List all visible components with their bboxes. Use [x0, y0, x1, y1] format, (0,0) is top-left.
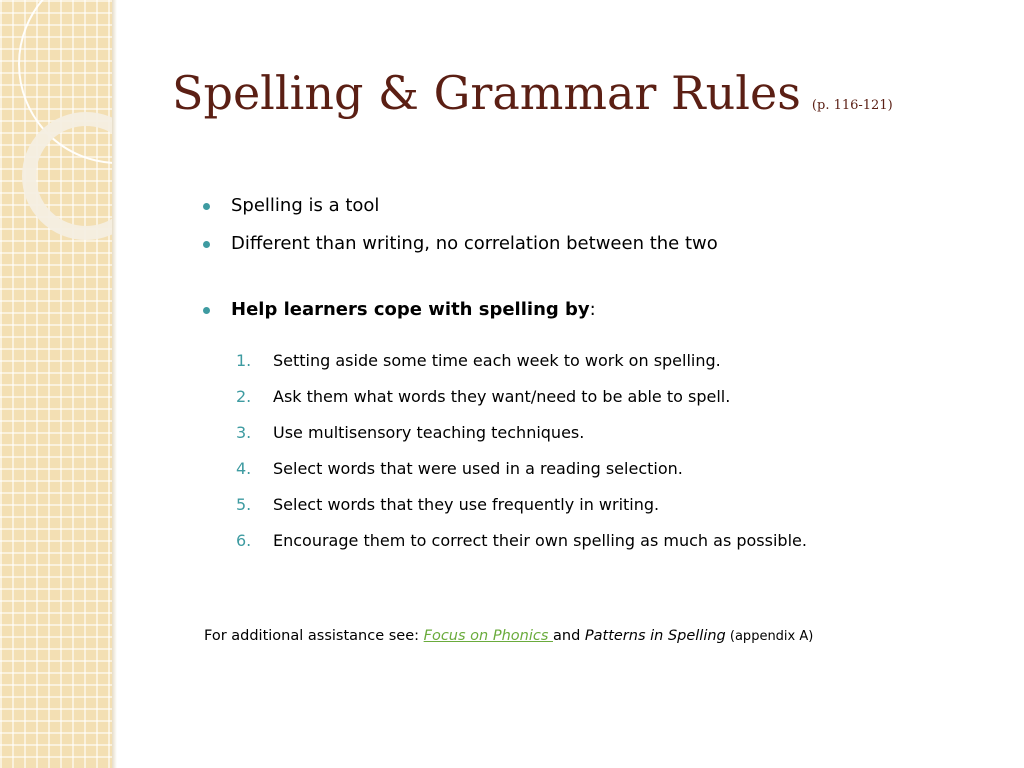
sidebar-divider	[112, 0, 117, 768]
decorative-sidebar	[0, 0, 112, 768]
help-heading: Help learners cope with spelling by	[231, 299, 590, 320]
bullet-dot-icon	[203, 241, 210, 248]
numbered-step	[236, 422, 976, 458]
numbered-step	[236, 350, 976, 386]
book-title: Patterns in Spelling	[584, 628, 726, 644]
page-reference: (p. 116-121)	[811, 98, 893, 113]
bullet-item-help	[200, 298, 980, 322]
focus-on-phonics-link[interactable]: Focus on Phonics	[423, 628, 553, 644]
step-number: 1.	[236, 351, 252, 370]
footnote-prefix: For additional assistance see:	[204, 628, 424, 644]
numbered-steps	[236, 350, 976, 566]
slide-title: Spelling & Grammar Rules	[172, 66, 801, 120]
step-text: Use multisensory teaching techniques.	[273, 423, 585, 442]
numbered-step	[236, 530, 976, 566]
slide-title-row	[172, 66, 893, 120]
step-number: 2.	[236, 387, 252, 406]
numbered-step	[236, 494, 976, 530]
step-text: Setting aside some time each week to work on spelling.	[273, 351, 721, 370]
step-number: 6.	[236, 531, 252, 550]
bullet-item	[200, 232, 980, 256]
footnote-mid: and	[553, 628, 585, 644]
bullet-text: Spelling is a tool	[231, 195, 380, 216]
bullet-dot-icon	[203, 203, 210, 210]
help-heading-colon: :	[589, 299, 596, 320]
numbered-step	[236, 458, 976, 494]
bullet-text: Different than writing, no correlation between the two	[231, 233, 718, 254]
numbered-step	[236, 386, 976, 422]
bullet-dot-icon	[203, 307, 210, 314]
step-number: 3.	[236, 423, 252, 442]
step-text: Select words that they use frequently in writing.	[273, 495, 660, 514]
bullet-item	[200, 194, 980, 218]
step-text: Encourage them to correct their own spelling as much as possible.	[273, 531, 807, 550]
appendix-note: (appendix A)	[725, 629, 814, 644]
step-text: Ask them what words they want/need to be able to spell.	[273, 387, 731, 406]
footnote	[204, 628, 813, 644]
step-number: 5.	[236, 495, 252, 514]
step-text: Select words that were used in a reading selection.	[273, 459, 683, 478]
bullet-list	[200, 194, 980, 332]
decorative-ring	[22, 112, 112, 240]
step-number: 4.	[236, 459, 252, 478]
